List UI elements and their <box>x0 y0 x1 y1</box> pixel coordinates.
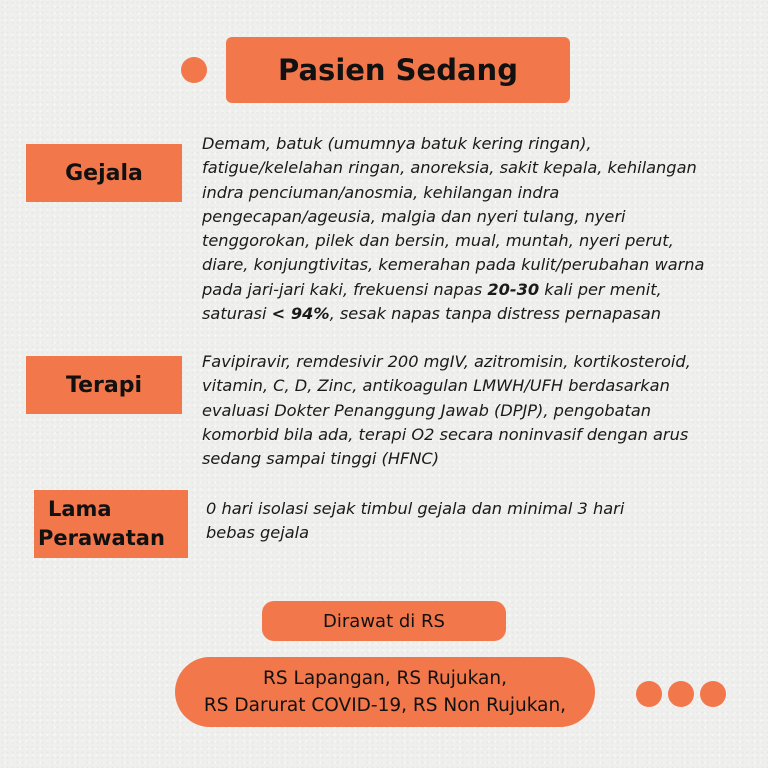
hospital-list-line2: RS Darurat COVID-19, RS Non Rujukan, <box>203 695 567 716</box>
lama-perawatan-label <box>34 490 188 558</box>
gejala-text <box>202 132 762 326</box>
decorative-dot-3 <box>700 681 726 707</box>
decorative-dot-top <box>181 57 207 83</box>
dirawat-label: Dirawat di RS <box>262 601 506 641</box>
gejala-label: Gejala <box>26 144 182 202</box>
hospital-list-line1: RS Lapangan, RS Rujukan, <box>263 668 507 689</box>
page-title: Pasien Sedang <box>226 37 570 103</box>
terapi-label: Terapi <box>26 356 182 414</box>
gejala-text-part1: Demam, batuk (umumnya batuk kering ringan), fatigue/kelelahan ringan, anoreksia, sakit kepala, kehilangan indra penciuman/anosmia, kehilangan indra pengecapan/ageusia, malgia dan nyeri tulang, nyeri tenggorokan, pilek dan bersin, mual, muntah, nyeri perut, diare, konjungtivitas, kemerahan pada kulit/perubahan warna pada jari-jari kaki, frekuensi napas <box>202 134 705 299</box>
lama-perawatan-text: 0 hari isolasi sejak timbul gejala dan minimal 3 hari bebas gejala <box>206 499 625 543</box>
decorative-dot-1 <box>636 681 662 707</box>
gejala-text-part2: kali per menit, saturasi <box>202 279 662 324</box>
gejala-text-part3: , sesak napas tanpa distress pernapasan <box>329 304 662 324</box>
lama-perawatan-label-line1: Lama <box>48 497 112 521</box>
hospital-list <box>175 657 595 727</box>
lama-perawatan-label-line2: Perawatan <box>38 526 165 550</box>
decorative-dot-2 <box>668 681 694 707</box>
gejala-bold-breath-rate: 20-30 <box>487 279 540 299</box>
gejala-bold-saturation: < 94% <box>271 304 330 324</box>
terapi-text: Favipiravir, remdesivir 200 mgIV, azitromisin, kortikosteroid, vitamin, C, D, Zinc, antikoagulan LMWH/UFH berdasarkan evaluasi Dokter Penanggung Jawab (DPJP), pengobatan komorbid bila ada, terapi O2 secara noninvasif dengan arus sedang sampai tinggi (HFNC) <box>202 352 691 469</box>
